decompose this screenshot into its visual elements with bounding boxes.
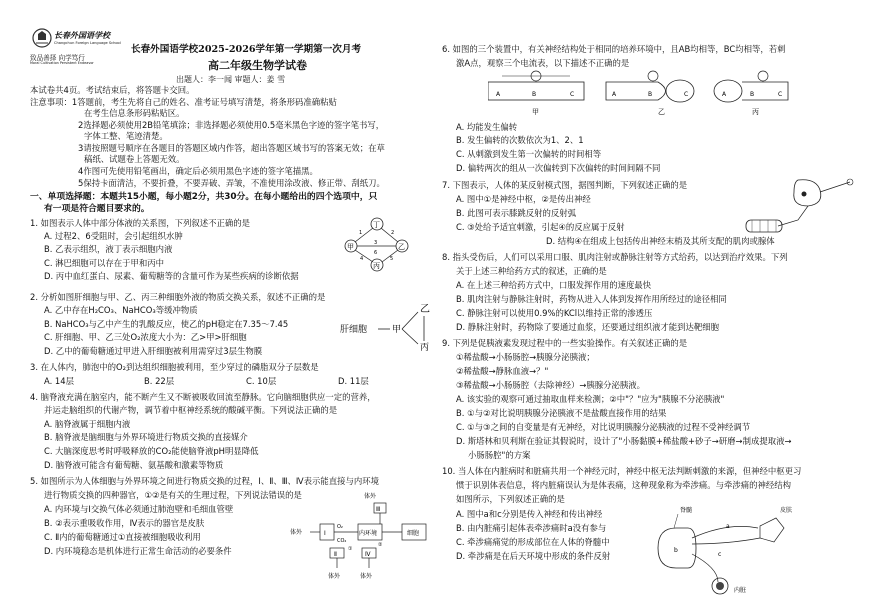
exam-title: 长春外国语学校2025-2026学年第一学期第一次月考 bbox=[131, 44, 362, 55]
q6-fig2-a: A bbox=[612, 91, 617, 98]
note-1b: 在考生信息条形码粘贴区。 bbox=[84, 108, 185, 118]
q5-box-iv: Ⅳ bbox=[365, 551, 371, 558]
q9-option-d-2: 小肠肠腔"的方案 bbox=[468, 450, 531, 460]
q10-label-b: b bbox=[674, 547, 678, 554]
exam-authors: 出题人：李一闻 审题人：姜 雪 bbox=[176, 75, 286, 84]
q1-arrow-label-1: 1 bbox=[359, 230, 363, 236]
q10-label-c: c bbox=[718, 551, 722, 558]
q2-label-yi: 乙 bbox=[420, 304, 430, 315]
q1-body-fluid-diagram bbox=[342, 216, 410, 272]
q4-stem-1: 4. 脑脊液充满在脑室内，能不断产生又不断被吸收回流至静脉。它向脑细胞供应一定的营养， bbox=[30, 392, 376, 402]
q9-step-1: ①稀盐酸→小肠肠腔→胰腺分泌胰液； bbox=[456, 352, 595, 362]
q6-label-yi: 乙 bbox=[658, 108, 665, 116]
q10-label-a: a bbox=[726, 523, 730, 530]
q1-node-bing: 丙 bbox=[373, 262, 380, 270]
q1-option-c: C. 淋巴细胞可以存在于甲和丙中 bbox=[44, 258, 165, 268]
q4-option-a: A. 脑脊液属于细胞内液 bbox=[44, 419, 131, 429]
q5-box-ii: Ⅱ bbox=[334, 551, 337, 558]
q6-fig3-a: A bbox=[722, 91, 727, 98]
note-3a: 3请按照题号顺序在各题目的答题区域内作答，超出答题区域书写的答案无效；在草 bbox=[78, 143, 385, 153]
q10-option-d: D. 牵涉痛是在后天环境中形成的条件反射 bbox=[456, 551, 611, 561]
q3-stem: 3. 在人体内，肺泡中的O₂到达组织细胞被利用，至少穿过的磷脂双分子层数是 bbox=[30, 362, 319, 372]
q1-arrow-label-6: 6 bbox=[374, 250, 378, 256]
q5-option-c: C. Ⅱ内的葡萄糖通过①直接被细胞吸收利用 bbox=[44, 532, 201, 542]
q1-node-ding: 丁 bbox=[373, 221, 380, 229]
q8-option-c: C. 静脉注射可以使用0.9%的KCl以维持正常的渗透压 bbox=[456, 308, 653, 318]
q5-stem-2: 进行物质交换的四种器官，①②是有关的生理过程，下列说法错误的是 bbox=[44, 490, 302, 500]
q6-fig1-c: C bbox=[570, 91, 575, 98]
q5-exchange-diagram bbox=[290, 490, 430, 582]
logo-motto: 致品善择 向学笃行 bbox=[30, 54, 85, 62]
q2-label-jia: 甲 bbox=[392, 325, 402, 335]
q6-fig1-a: A bbox=[496, 91, 501, 98]
q1-arrow-label-4: 4 bbox=[360, 256, 364, 262]
logo-school-english: Changchun Foreign Language School bbox=[54, 41, 121, 45]
q2-label-bing: 丙 bbox=[420, 343, 430, 352]
q2-liver-cell-diagram bbox=[338, 298, 432, 352]
q8-option-a: A. 在上述三种给药方式中，口服发挥作用的速度最快 bbox=[456, 280, 652, 290]
q2-option-a: A. 乙中存在H₂CO₃、NaHCO₃等缓冲物质 bbox=[44, 305, 198, 315]
section-heading-2: 有一项是符合题目要求的。 bbox=[44, 204, 150, 214]
q10-stem-1: 10. 当人体在内脏病时和脏痛共用一个神经元时，神经中枢无法判断刺激的来源，但神经中枢更习 bbox=[442, 466, 802, 476]
exam-subtitle: 高二年级生物学试卷 bbox=[208, 59, 307, 72]
q8-stem-2: 关于上述三种给药方式的叙述，正确的是 bbox=[456, 266, 607, 276]
q4-option-c: C. 大脑深度思考时呼吸释放的CO₂能使脑脊液pH明显降低 bbox=[44, 446, 259, 456]
note-2a: 2选择题必须使用2B铅笔填涂；非选择题必须使用0.5毫米黑色字迹的签字笔书写， bbox=[78, 120, 385, 130]
q7-reflex-arc-diagram bbox=[738, 176, 868, 240]
q6-fig3-c: C bbox=[778, 91, 783, 98]
q1-node-yi: 乙 bbox=[398, 243, 405, 251]
q5-label-outside-bottom-2: 体外 bbox=[360, 573, 373, 580]
q2-label-liver-cell: 肝细胞 bbox=[340, 325, 368, 335]
q4-stem-2: 并运走脑组织的代谢产物，调节着中枢神经系统的酸碱平衡。下列说法正确的是 bbox=[44, 405, 338, 415]
q7-option-a: A. 图中①是神经中枢，②是传出神经 bbox=[456, 194, 591, 204]
q6-option-b: B. 发生偏转的次数依次为1、2、1 bbox=[456, 135, 584, 145]
q5-stem-1: 5. 如图所示为人体细胞与外界环境之间进行物质交换的过程，Ⅰ、Ⅱ、Ⅲ、Ⅳ表示能直接与内环境 bbox=[30, 476, 379, 486]
q1-option-d: D. 丙中血红蛋白、尿素、葡萄糖等的含量可作为某些疾病的诊断依据 bbox=[44, 271, 299, 281]
q4-option-b: B. 脑脊液是脑细胞与外界环境进行物质交换的直接媒介 bbox=[44, 432, 248, 442]
note-1a: 注意事项：1答题前，考生先将自己的姓名、准考证号填写清楚，将条形码准确粘贴 bbox=[30, 97, 337, 107]
note-3b: 稿纸、试题卷上答题无效。 bbox=[84, 154, 185, 164]
q5-label-outside-bottom-1: 体外 bbox=[328, 573, 341, 580]
logo-motto-english: Moral Cultivation Persistent Endeavor bbox=[30, 61, 94, 65]
q6-option-a: A. 均能发生偏转 bbox=[456, 122, 518, 132]
note-2b: 字体工整、笔迹清楚。 bbox=[84, 131, 168, 141]
q4-option-d: D. 脑脊液可能含有葡萄糖、氨基酸和激素等物质 bbox=[44, 460, 224, 470]
q1-stem: 1. 如图表示人体中部分体液的关系图，下列叙述不正确的是 bbox=[30, 218, 251, 228]
q1-arrow-label-2: 2 bbox=[391, 230, 395, 236]
note-5: 5保持卡面清洁，不要折叠，不要弄破、弄皱，不准使用涂改液、修正带、刮纸刀。 bbox=[78, 178, 385, 188]
q1-option-a: A. 过程2、6受阻时，会引起组织水肿 bbox=[44, 231, 183, 241]
q3-option-d: D. 11层 bbox=[338, 376, 369, 386]
q1-arrow-label-5: 5 bbox=[390, 256, 394, 262]
q5-label-o2: O₂ bbox=[337, 524, 343, 530]
q9-option-d-1: D. 斯塔林和贝利斯在验证其假说时，设计了"小肠黏膜+稀盐酸+砂子→研磨→制成提取液→ bbox=[456, 436, 792, 446]
q5-option-d: D. 内环境稳态是机体进行正常生命活动的必要条件 bbox=[44, 546, 232, 556]
q2-option-d: D. 乙中的葡萄糖通过甲进入肝细胞被利用需穿过3层生物膜 bbox=[44, 346, 263, 356]
q10-label-spinal-cord: 脊髓 bbox=[680, 507, 693, 514]
q5-label-outside-left: 体外 bbox=[290, 529, 303, 536]
q6-fig3-b: B bbox=[750, 91, 755, 98]
q5-box-i: Ⅰ bbox=[324, 530, 326, 537]
q7-option-d: D. 结构④在组成上包括传出神经末梢及其所支配的肌肉或腺体 bbox=[546, 236, 775, 246]
q10-label-organ: 内脏 bbox=[734, 587, 747, 594]
q8-option-b: B. 肌肉注射与静脉注射时，药物从进入人体到发挥作用所经过的途径相同 bbox=[456, 294, 727, 304]
note-4: 4作图可先使用铅笔画出，确定后必须用黑色字迹的签字笔描黑。 bbox=[78, 166, 318, 176]
section-heading: 一、单项选择题：本题共15小题，每小题2分，共30分。在每小题给出的四个选项中，只 bbox=[30, 192, 378, 202]
q9-option-a: A. 该实验的观察可通过抽取血样来检测；②中"？"应为"胰腺不分泌胰液" bbox=[456, 394, 725, 404]
q5-option-a: A. 内环境与Ⅰ交换气体必须通过肺泡壁和毛细血管壁 bbox=[44, 504, 234, 514]
q5-label-process-1: ① bbox=[348, 546, 353, 552]
q3-option-c: C. 10层 bbox=[246, 376, 277, 386]
q9-option-c: C. ①与③之间的自变量是有无神经，对比说明胰腺分泌胰液的过程不受神经调节 bbox=[456, 422, 751, 432]
q7-stem: 7. 下图表示，人体的某反射模式图，据图判断，下列叙述正确的是 bbox=[442, 180, 688, 190]
q9-stem: 9. 下列是促胰液素发现过程中的一些实验操作。有关叙述正确的是 bbox=[442, 338, 688, 348]
q9-step-3: ③稀盐酸→小肠肠腔（去除神经）→胰腺分泌胰液。 bbox=[456, 380, 646, 390]
q3-option-a: A. 14层 bbox=[44, 376, 74, 386]
q5-label-process-2: ② bbox=[378, 542, 383, 548]
q5-label-co2: CO₂ bbox=[337, 538, 347, 544]
q10-stem-2: 惯于识别体表信息，将内脏痛误认为是体表痛，这种现象称为牵涉痛。与牵涉痛的神经结构 bbox=[456, 480, 791, 490]
q6-fig2-c: C bbox=[684, 91, 689, 98]
q3-option-b: B. 22层 bbox=[144, 376, 175, 386]
q8-option-d: D. 静脉注射时，药物除了要通过血浆，还要通过组织液才能到达靶细胞 bbox=[456, 322, 720, 332]
q6-nerve-devices-diagram bbox=[488, 70, 818, 120]
q6-fig2-b: B bbox=[648, 91, 653, 98]
q5-label-outside-top: 体外 bbox=[364, 493, 377, 500]
q9-option-b: B. ①与②对比说明胰腺分泌胰液不是盐酸直接作用的结果 bbox=[456, 408, 667, 418]
q10-option-a: A. 图中a和c分别是传入神经和传出神经 bbox=[456, 509, 603, 519]
q6-option-d: D. 偏转两次的组从一次偏转到下次偏转的时间间隔不同 bbox=[456, 163, 661, 173]
q2-option-b: B. NaHCO₃与乙中产生的乳酸反应，使乙的pH稳定在7.35～7.45 bbox=[44, 319, 289, 329]
q2-option-c: C. 肝细胞、甲、乙三处O₂浓度大小为：乙>甲>肝细胞 bbox=[44, 332, 247, 342]
school-logo bbox=[30, 24, 122, 72]
intro-line: 本试卷共4页。考试结束后，将答题卡交回。 bbox=[30, 85, 195, 95]
q6-fig1-b: B bbox=[532, 91, 537, 98]
q6-stem-1: 6. 如图的三个装置中，有关神经结构处于相同的培养环境中，且AB均相等，BC均相等，若刺 bbox=[442, 44, 786, 54]
q6-option-c: C. 从刺激到发生第一次偏转的时间相等 bbox=[456, 149, 602, 159]
q5-option-b: B. ②表示重吸收作用，Ⅳ表示的器官是皮肤 bbox=[44, 518, 205, 528]
q8-stem-1: 8. 指头受伤后，人们可以采用口服、肌肉注射或静脉注射等方式给药，以达到治疗效果。下列 bbox=[442, 252, 788, 262]
q6-stem-2: 激A点，观察三个电流表，以下描述不正确的是 bbox=[456, 58, 630, 68]
q9-step-2: ②稀盐酸→静脉血液→？" bbox=[456, 366, 549, 376]
q1-node-jia: 甲 bbox=[347, 243, 354, 251]
q7-option-b: B. 此图可表示膝跳反射的反射弧 bbox=[456, 208, 576, 218]
q10-referred-pain-diagram bbox=[648, 498, 798, 596]
q10-option-b: B. 由内脏痛引起体表牵涉痛时a没有参与 bbox=[456, 523, 607, 533]
q1-option-b: B. 乙表示组织，液丁表示细胞内液 bbox=[44, 244, 173, 254]
q6-label-jia: 甲 bbox=[532, 108, 539, 116]
q6-label-bing: 丙 bbox=[752, 108, 759, 116]
q10-stem-3: 如图所示，下列叙述正确的是 bbox=[456, 494, 565, 504]
q5-box-iii: Ⅲ bbox=[376, 506, 381, 513]
q1-arrow-label-3: 3 bbox=[374, 240, 378, 246]
logo-school-name: 长春外国语学校 bbox=[54, 30, 110, 40]
q10-option-c: C. 牵涉痛痛觉的形成部位在人体的脊髓中 bbox=[456, 537, 610, 547]
q2-stem: 2. 分析如图肝细胞与甲、乙、丙三种细胞外液的物质交换关系，叙述不正确的是 bbox=[30, 292, 326, 302]
q7-option-c: C. ③处给予适宜刺激，引起④的反应属于反射 bbox=[456, 222, 625, 232]
q5-box-cell: 细胞 bbox=[407, 530, 420, 537]
q10-label-skin: 皮肤 bbox=[780, 507, 793, 514]
q5-box-environment: 内环境 bbox=[359, 530, 378, 537]
